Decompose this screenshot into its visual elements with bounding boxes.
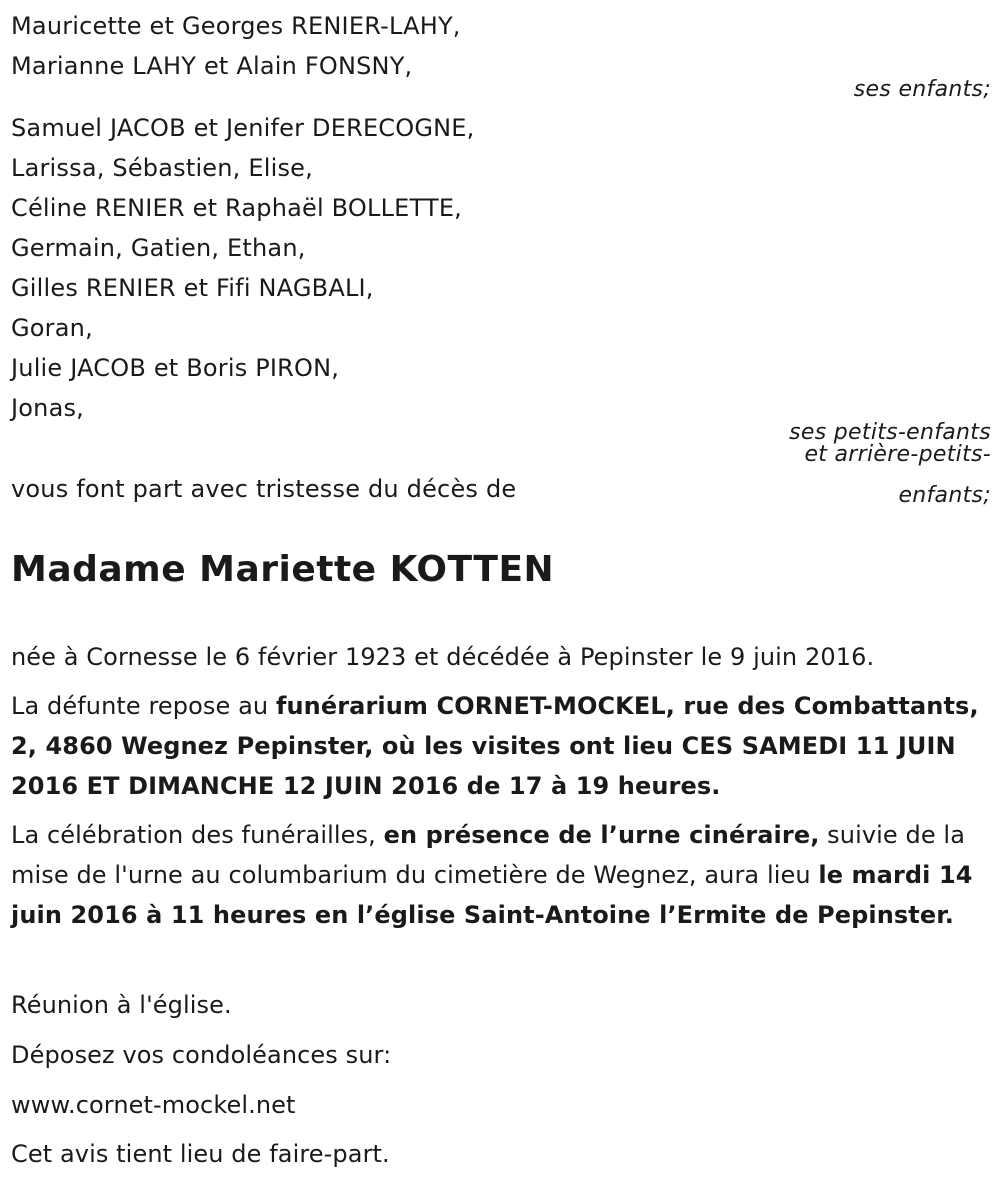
- repose-intro: La défunte repose au: [11, 692, 276, 720]
- grandchildren-role-line-1: ses petits-enfants: [789, 420, 991, 445]
- grandchild-line-4: Germain, Gatien, Ethan,: [11, 234, 306, 262]
- grandchild-line-3: Céline RENIER et Raphaël BOLLETTE,: [11, 194, 463, 222]
- grandchild-line-7: Julie JACOB et Boris PIRON,: [11, 354, 340, 382]
- grandchild-line-2: Larissa, Sébastien, Elise,: [11, 154, 313, 182]
- closing-text: Cet avis tient lieu de faire-part.: [11, 1140, 390, 1168]
- repose-paragraph: [11, 686, 996, 806]
- grandchildren-role-line-3: enfants;: [898, 483, 991, 508]
- grandchild-line-6: Goran,: [11, 314, 93, 342]
- grandchild-line-1: Samuel JACOB et Jenifer DERECOGNE,: [11, 114, 475, 142]
- birth-death-paragraph: née à Cornesse le 6 février 1923 et décédée à Pepinster le 9 juin 2016.: [11, 643, 875, 671]
- celebration-intro: La célébration des funérailles,: [11, 821, 384, 849]
- grandchild-line-8: Jonas,: [11, 394, 85, 422]
- repose-details: funérarium CORNET-MOCKEL, rue des Combattants, 2, 4860 Wegnez Pepinster, où les visites ont lieu CES SAMEDI 11 JUIN 2016 ET DIMANCHE 12 JUIN 2016 de 17 à 19 heures.: [11, 692, 979, 800]
- children-role-label: ses enfants;: [853, 77, 991, 102]
- deceased-name: Madame Mariette KOTTEN: [11, 549, 555, 590]
- celebration-paragraph: [11, 815, 996, 935]
- reunion-text: Réunion à l'église.: [11, 991, 232, 1019]
- celebration-urn: en présence de l’urne cinéraire,: [383, 821, 820, 849]
- celebration-middle: suivie de la mise de l'urne au columbarium du cimetière de Wegnez, aura lieu: [11, 821, 966, 889]
- announcement-text: vous font part avec tristesse du décès de: [11, 475, 517, 503]
- child-couple-2: Marianne LAHY et Alain FONSNY,: [11, 52, 413, 80]
- celebration-details: le mardi 14 juin 2016 à 11 heures en l’église Saint-Antoine l’Ermite de Pepinster.: [11, 861, 973, 929]
- child-couple-1: Mauricette et Georges RENIER-LAHY,: [11, 12, 461, 40]
- website-text: www.cornet-mockel.net: [11, 1091, 296, 1119]
- grandchild-line-5: Gilles RENIER et Fifi NAGBALI,: [11, 274, 374, 302]
- grandchildren-role-line-2: et arrière-petits-: [804, 442, 991, 467]
- condolences-text: Déposez vos condoléances sur:: [11, 1041, 392, 1069]
